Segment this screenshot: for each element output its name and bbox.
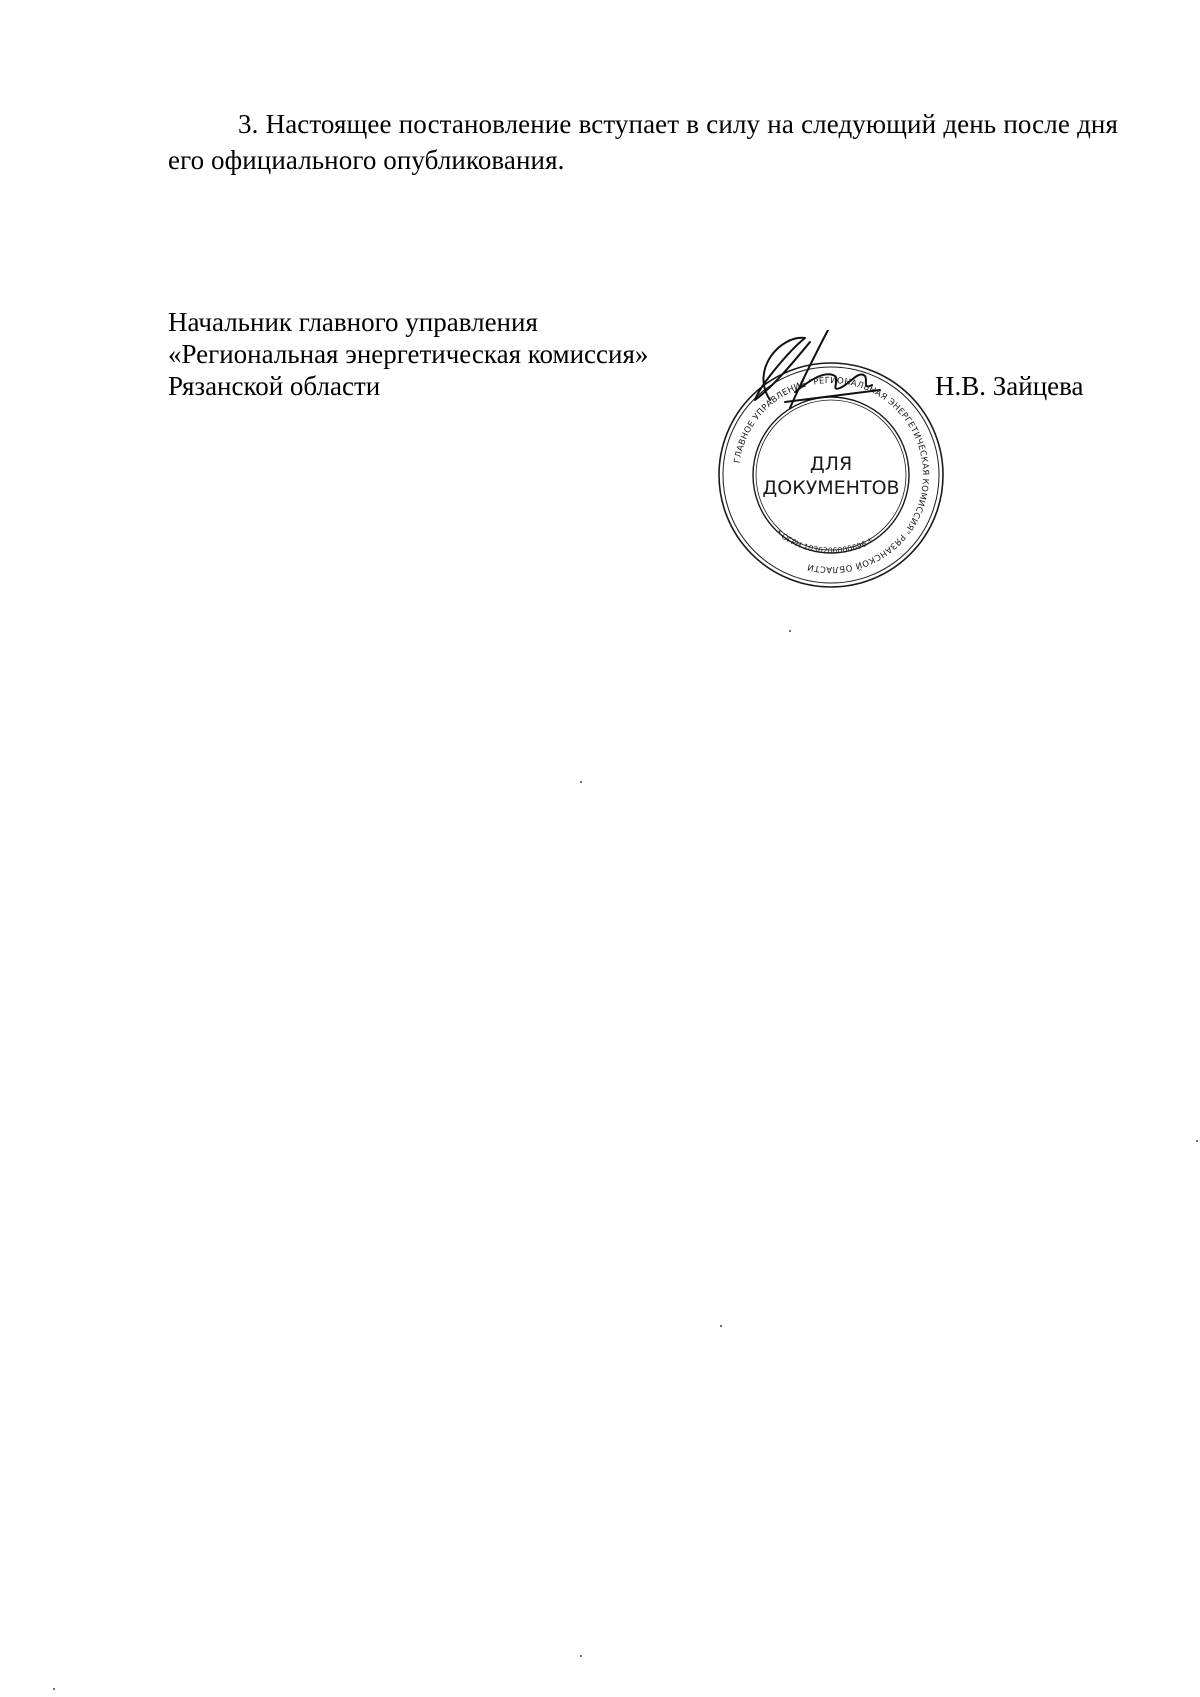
scan-speck xyxy=(580,781,582,783)
scan-speck xyxy=(789,630,791,632)
stamp-center-line-1: ДЛЯ xyxy=(809,453,853,475)
position-line-1: Начальник главного управления xyxy=(168,307,538,337)
scan-speck xyxy=(580,1655,582,1657)
handwritten-signature xyxy=(740,330,890,420)
scan-speck xyxy=(720,1325,722,1327)
signer-name: Н.В. Зайцева xyxy=(935,371,1084,401)
scan-speck xyxy=(1196,1140,1198,1142)
stamp-ring-text: ГЛАВНОЕ УПРАВЛЕНИЕ "РЕГИОНАЛЬНАЯ ЭНЕРГЕТИЧЕСКАЯ КОМИССИЯ" РЯЗАНСКОЙ ОБЛАСТИ xyxy=(732,375,931,575)
position-line-3: Рязанской области xyxy=(168,371,381,401)
scan-speck xyxy=(53,1688,55,1690)
paragraph-3: 3. Настоящее постановление вступает в силу на следующий день после дня его официального опубликования. xyxy=(168,109,1118,175)
svg-text:* ОГРН 1036206000696 * xyxy=(774,528,874,555)
stamp-ogrn-text: * ОГРН 1036206000696 * xyxy=(774,528,875,556)
signatory-position xyxy=(168,306,648,402)
position-line-2: «Региональная энергетическая комиссия» xyxy=(168,339,649,369)
stamp-center-line-2: ДОКУМЕНТОВ xyxy=(762,477,900,499)
